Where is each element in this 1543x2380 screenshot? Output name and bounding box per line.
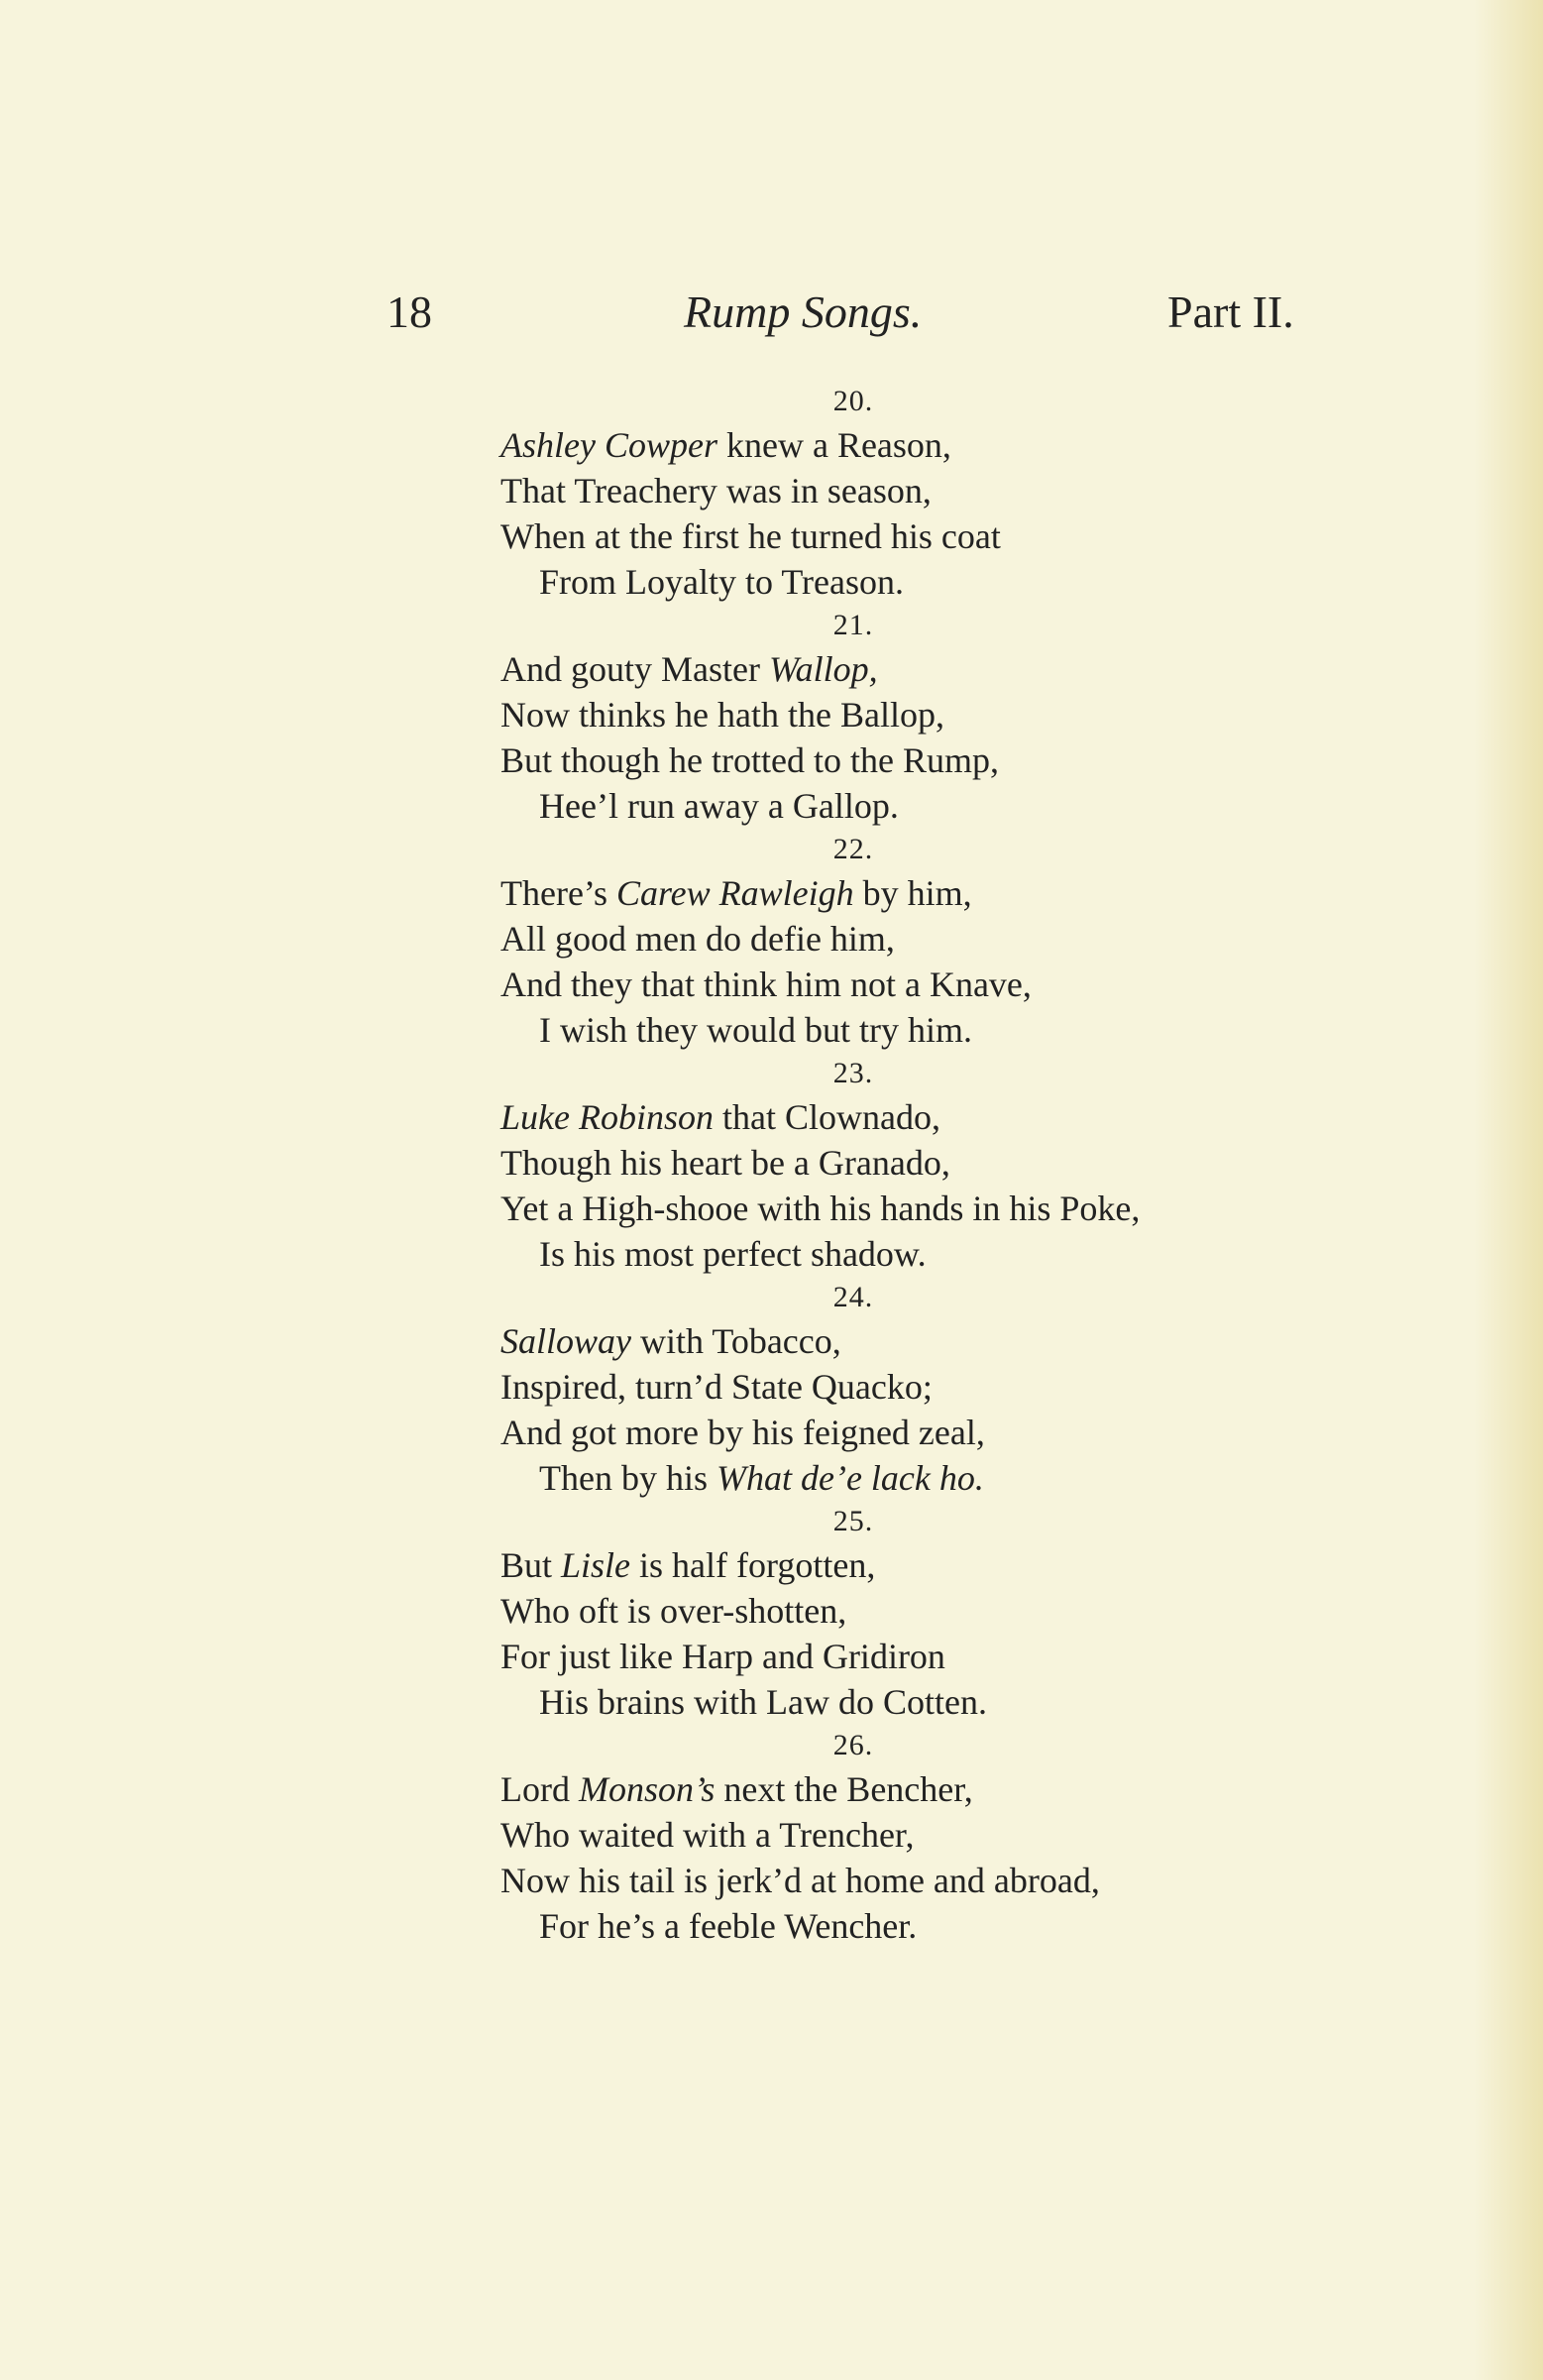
- verse-text: Who oft is over-shotten,: [500, 1591, 847, 1631]
- verse-line: [500, 1812, 1392, 1858]
- verse-line: [500, 1231, 1392, 1277]
- verse-line: [500, 1858, 1392, 1903]
- verse-line: [500, 1007, 1392, 1053]
- stanza: [500, 605, 1392, 829]
- stanza-number: 20.: [832, 385, 874, 417]
- verse-text: I wish they would but try him.: [539, 1010, 972, 1050]
- verse-line: [500, 468, 1392, 513]
- verse-line: [500, 1903, 1392, 1949]
- stanza: [500, 1501, 1392, 1725]
- italic-name: Ashley Cowper: [500, 425, 717, 465]
- stanza-number: 21.: [832, 609, 874, 641]
- verse-line: [500, 1186, 1392, 1231]
- verse-text: His brains with Law do Cotten.: [539, 1682, 987, 1722]
- verse-line: [500, 1410, 1392, 1455]
- stanza: [500, 829, 1392, 1053]
- verse-text: by him,: [853, 873, 972, 913]
- verse-line: [500, 513, 1392, 559]
- verse-text: Inspired, turn’d State Quacko;: [500, 1367, 933, 1407]
- verse-text: next the Bencher,: [715, 1769, 973, 1809]
- verse-line: [500, 422, 1392, 468]
- running-header: [0, 285, 1543, 355]
- verse-text: Then by his: [539, 1458, 716, 1498]
- verse-text: Now thinks he hath the Ballop,: [500, 695, 944, 735]
- verse-line: [500, 646, 1392, 692]
- verse-text: But: [500, 1545, 562, 1585]
- verse-line: [500, 1542, 1392, 1588]
- verse-text: Hee’l run away a Gallop.: [539, 786, 899, 826]
- verse-text: When at the first he turned his coat: [500, 516, 1001, 556]
- verse-text: Though his heart be a Granado,: [500, 1143, 950, 1183]
- verse-line: [500, 916, 1392, 962]
- stanza-number: 22.: [832, 833, 874, 865]
- verse-line: [500, 1094, 1392, 1140]
- verse-line: [500, 737, 1392, 783]
- verse-line: [500, 692, 1392, 737]
- italic-name: Lisle: [561, 1545, 631, 1585]
- stanza-number: 23.: [832, 1057, 874, 1089]
- verse-text: All good men do defie him,: [500, 919, 895, 959]
- verse-text: For he’s a feeble Wencher.: [539, 1906, 918, 1946]
- verse-text: And they that think him not a Knave,: [500, 964, 1032, 1004]
- verse-text: From Loyalty to Treason.: [539, 562, 905, 602]
- running-title: Rump Songs.: [684, 286, 923, 337]
- verse-line: [500, 1455, 1392, 1501]
- italic-name: Luke Robinson: [500, 1097, 714, 1137]
- verse-line: [500, 1364, 1392, 1410]
- stanza: [500, 1053, 1392, 1277]
- verse-text: with Tobacco,: [631, 1321, 841, 1361]
- verse-line: [500, 559, 1392, 605]
- italic-name: Monson’s: [578, 1769, 716, 1809]
- verse-text: Is his most perfect shadow.: [539, 1234, 927, 1274]
- verse-text: is half forgotten,: [630, 1545, 876, 1585]
- verse-text: Who waited with a Trencher,: [500, 1815, 915, 1855]
- stanza-number: 25.: [832, 1505, 874, 1537]
- verse-line: [500, 962, 1392, 1007]
- page-edge-shadow: [1474, 0, 1543, 2380]
- italic-name: Salloway: [500, 1321, 631, 1361]
- verse-text: Yet a High-shooe with his hands in his Poke,: [500, 1189, 1141, 1228]
- stanza: [500, 381, 1392, 605]
- verse-text: That Treachery was in season,: [500, 471, 932, 510]
- verse-text: There’s: [500, 873, 616, 913]
- stanza-number: 24.: [832, 1281, 874, 1313]
- verse-text: And got more by his feigned zeal,: [500, 1413, 985, 1452]
- verse-line: [500, 1634, 1392, 1679]
- verse-text: that Clownado,: [713, 1097, 940, 1137]
- verse-text: Now his tail is jerk’d at home and abroad,: [500, 1861, 1100, 1900]
- part-label: Part II.: [1167, 286, 1294, 337]
- verse-line: [500, 870, 1392, 916]
- verse-text: Lord: [500, 1769, 579, 1809]
- italic-name: Carew Rawleigh: [615, 873, 854, 913]
- italic-name: Wallop,: [768, 649, 878, 689]
- verse-text: And gouty Master: [500, 649, 769, 689]
- verse-line: [500, 1318, 1392, 1364]
- italic-name: What de’e lack ho.: [716, 1458, 984, 1498]
- verse-line: [500, 1588, 1392, 1634]
- verse-line: [500, 783, 1392, 829]
- verse-text: For just like Harp and Gridiron: [500, 1637, 945, 1676]
- verse-line: [500, 1679, 1392, 1725]
- stanza: [500, 1277, 1392, 1501]
- verse-line: [500, 1766, 1392, 1812]
- verse-text: knew a Reason,: [716, 425, 951, 465]
- stanza-number: 26.: [832, 1729, 874, 1761]
- poem-body: [500, 381, 1392, 1949]
- verse-text: But though he trotted to the Rump,: [500, 740, 999, 780]
- page-number: 18: [386, 286, 432, 337]
- stanza: [500, 1725, 1392, 1949]
- verse-line: [500, 1140, 1392, 1186]
